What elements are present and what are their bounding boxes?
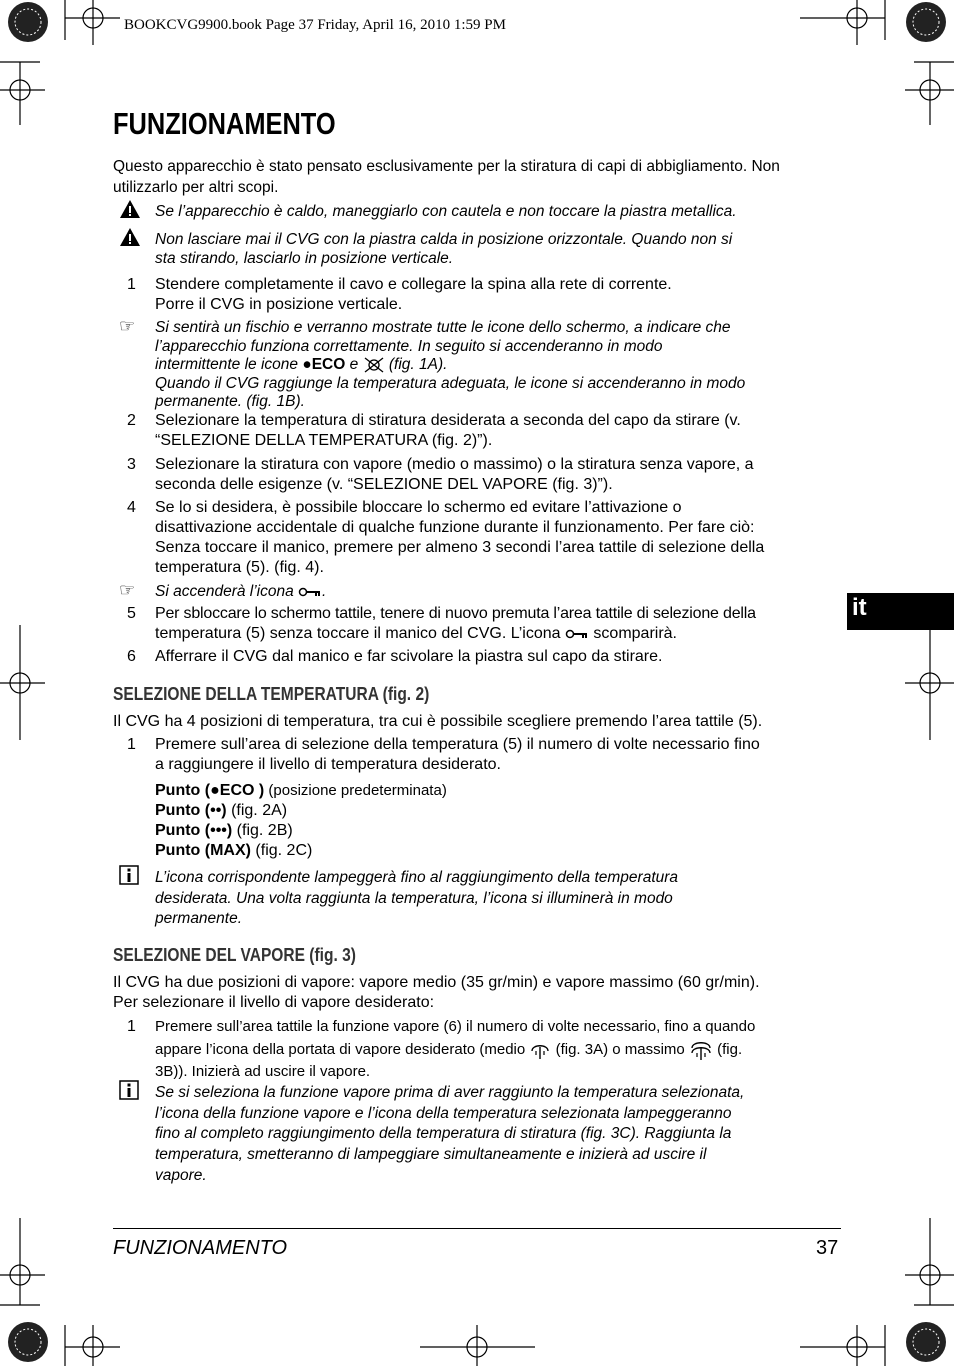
step-number: 6 [127, 648, 136, 665]
pointing-hand-icon: ☞ [119, 316, 136, 336]
steam-medium-icon [529, 1039, 551, 1061]
crosshair-icon [0, 62, 45, 125]
warning-icon [119, 227, 141, 247]
step-text: Premere sull’area tattile la funzione vapore (6) il numero di volte necessario, fino a quando appare l’icona della portata di vapore desiderato (medio (fig. 3A) o massimo (fig. 3B)). Inizierà ad uscire il vapore. [155, 1018, 756, 1080]
crosshair-icon [800, 1325, 885, 1366]
section-heading: SELEZIONE DELLA TEMPERATURA (fig. 2) [113, 683, 430, 704]
info-icon [119, 1080, 139, 1100]
crosshair-icon [65, 1325, 120, 1366]
page-title: FUNZIONAMENTO [113, 106, 336, 141]
footer-section-title: FUNZIONAMENTO [113, 1237, 288, 1259]
footer-divider [113, 1228, 841, 1229]
step-number: 1 [127, 276, 136, 293]
pointing-hand-icon: ☞ [119, 580, 136, 600]
info-text: Se si seleziona la funzione vapore prima di aver raggiunto la temperatura selezionata, l’icona della funzione vapore e l’icona della temperatura selezionata lampeggeranno fino al completo raggiungimento della temperatura di stiratura (fig. 3C). Raggiunta la temperatura, smetteranno di lampeggiare simultaneamente e inizierà ad uscire il vapore. [155, 1084, 745, 1184]
step-number: 1 [127, 1018, 136, 1035]
step-text: Stendere completamente il cavo e collegare la spina alla rete di corrente. Porre il CVG in posizione verticale. [155, 276, 672, 313]
section-intro: Il CVG ha 4 posizioni di temperatura, tra cui è possibile scegliere premendo l’area tattile (5). [113, 713, 763, 730]
warning-text: Non lasciare mai il CVG con la piastra calda in posizione orizzontale. Quando non si sta stirando, lasciarlo in posizione verticale. [155, 231, 733, 267]
step-text: Per sbloccare lo schermo tattile, tenere di nuovo premuta l’area tattile di selezione della temperatura (5) senza toccare il manico del CVG. L’icona scomparirà. [155, 605, 756, 642]
steam-max-icon [689, 1038, 713, 1062]
note-text: Si sentirà un fischio e verranno mostrate tutte le icone dello schermo, a indicare che l’apparecchio funziona correttamente. In seguito si accenderanno in modo intermittente le icone ●ECO e (fig. 1A). Quando il CVG raggiunge la temperatura adeguata, le icone si accenderanno in modo permanente. (fig. 1B). [155, 319, 746, 411]
iron-plate-icon [363, 356, 385, 374]
step-text: Premere sull’area di selezione della temperatura (5) il numero di volte necessario fino a raggiungere il livello di temperatura desiderato. [155, 736, 760, 773]
warning-text: Se l’apparecchio è caldo, maneggiarlo con cautela e non toccare la piastra metallica. [155, 203, 737, 220]
color-target-icon [8, 1322, 48, 1362]
crosshair-icon [905, 625, 954, 740]
step-text: Selezionare la stiratura con vapore (medio o massimo) o la stiratura senza vapore, a seconda delle esigenze (v. “SELEZIONE DEL VAPORE (fig. 3)”). [155, 456, 754, 493]
step-number: 5 [127, 605, 136, 622]
crosshair-icon [65, 0, 120, 45]
crosshair-icon [905, 1218, 954, 1305]
color-target-icon [906, 2, 946, 42]
eco-icon: ●ECO [302, 356, 346, 374]
crosshair-icon [800, 0, 885, 45]
eco-icon: ●ECO [210, 782, 255, 799]
intro-paragraph: Questo apparecchio è stato pensato esclusivamente per la stiratura di capi di abbigliamento. Non utilizzarlo per altri scopi. [113, 158, 780, 196]
temperature-list: Punto (●ECO ) (posizione predeterminata) Punto (••) (fig. 2A) Punto (•••) (fig. 2B) Punto (MAX) (fig. 2C) [155, 782, 447, 859]
crosshair-icon [0, 1218, 45, 1305]
step-text: Afferrare il CVG dal manico e far scivolare la piastra sul capo da stirare. [155, 648, 663, 665]
color-target-icon [8, 2, 48, 42]
step-text: Selezionare la temperatura di stiratura desiderata a seconda del capo da stirare (v. “SELEZIONE DELLA TEMPERATURA (fig. 2)”). [155, 412, 741, 449]
crosshair-icon [905, 62, 954, 125]
crosshair-icon [420, 1325, 535, 1366]
step-text: Se lo si desidera, è possibile bloccare lo schermo ed evitare l’attivazione o disattivazione accidentale di qualche funzione durante il funzionamento. Per fare ciò: Senza toccare il manico, premere per almeno 3 secondi l’area tattile di selezione della temperatura (5). (fig. 4). [155, 499, 765, 576]
crosshair-icon [0, 625, 45, 740]
info-text: L’icona corrispondente lampeggerà fino al raggiungimento della temperatura desiderata. Una volta raggiunta la temperatura, l’icona si illuminerà in modo permanente. [155, 869, 679, 927]
page-number: 37 [816, 1237, 839, 1259]
step-number: 3 [127, 456, 136, 473]
note-text: Si accenderà l’icona . [155, 583, 327, 600]
warning-icon [119, 199, 141, 219]
key-icon [565, 628, 589, 640]
step-number: 4 [127, 499, 136, 516]
section-heading: SELEZIONE DEL VAPORE (fig. 3) [113, 944, 356, 965]
section-intro: Il CVG ha due posizioni di vapore: vapore medio (35 gr/min) e vapore massimo (60 gr/min). Per selezionare il livello di vapore desiderato: [113, 974, 760, 1011]
step-number: 2 [127, 412, 136, 429]
step-number: 1 [127, 736, 136, 753]
language-tab: it [847, 593, 954, 630]
info-icon [119, 865, 139, 885]
color-target-icon [906, 1322, 946, 1362]
print-header: BOOKCVG9900.book Page 37 Friday, April 16, 2010 1:59 PM [124, 17, 506, 33]
key-icon [298, 586, 322, 598]
